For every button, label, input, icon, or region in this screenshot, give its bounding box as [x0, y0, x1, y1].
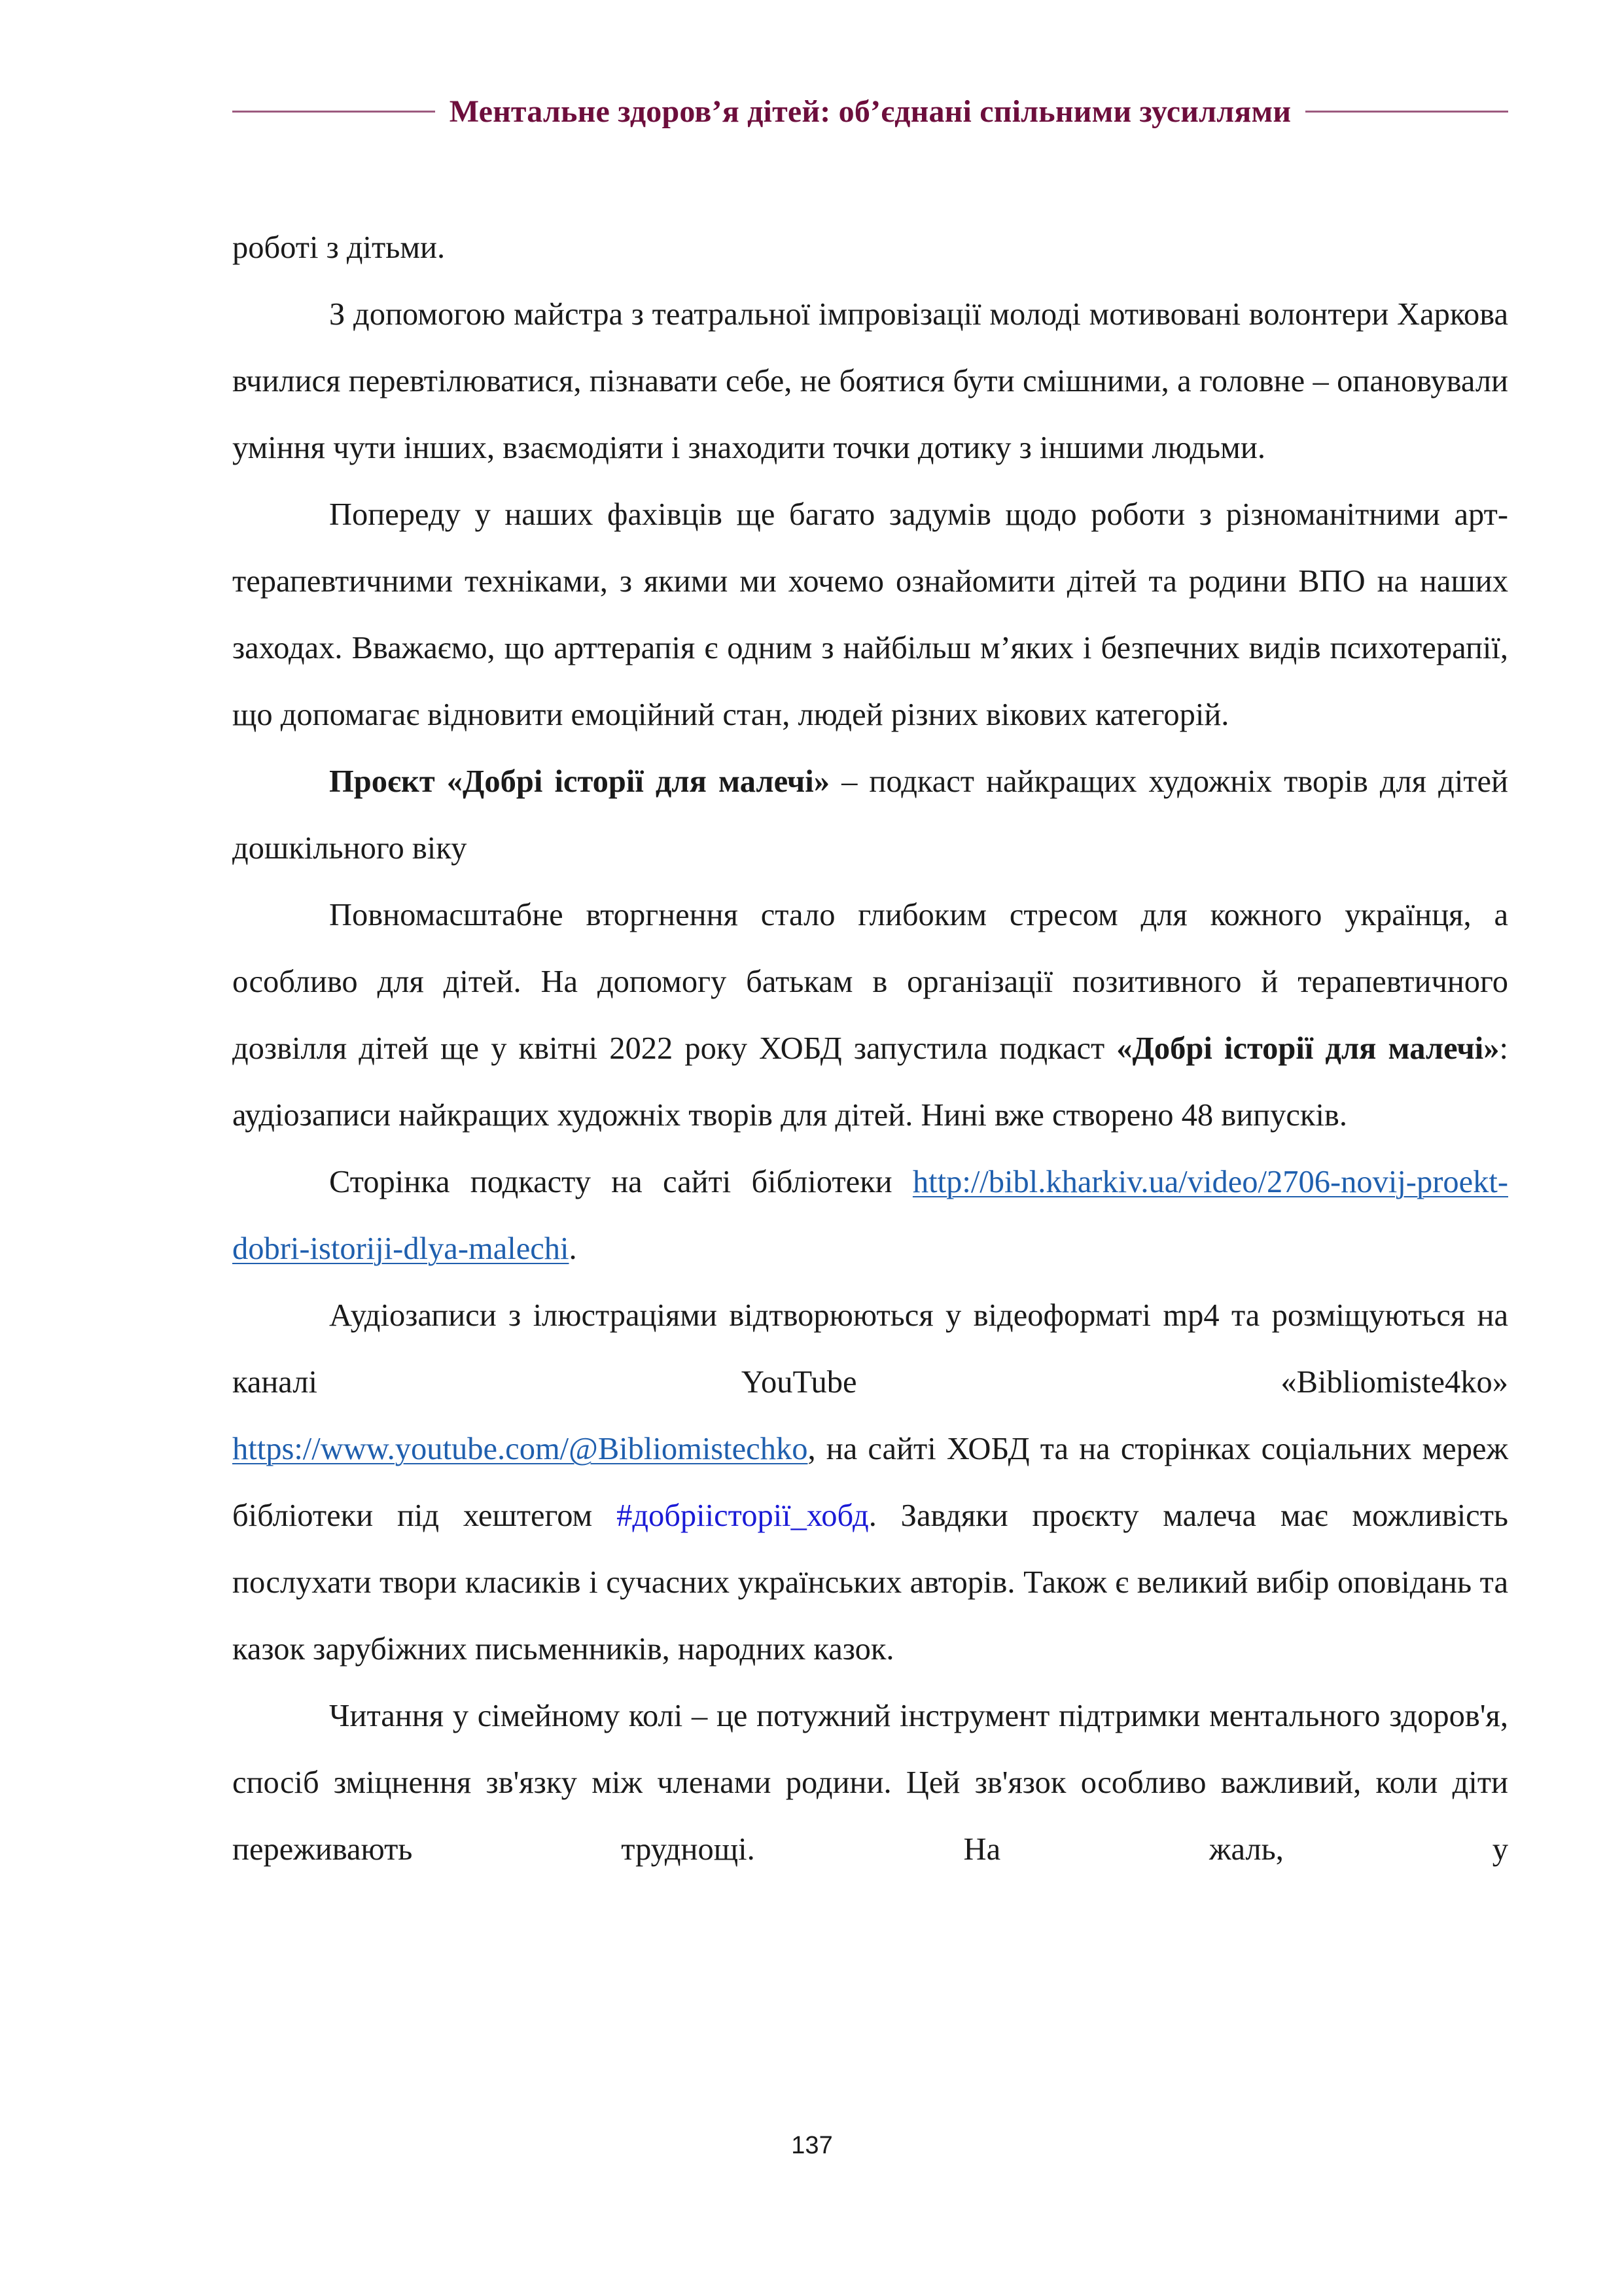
hashtag-text[interactable]: #добріісторії_хобд [616, 1498, 869, 1533]
paragraph-podcast-intro [232, 882, 1508, 1149]
running-header-title: Ментальне здоров’я дітей: об’єднані спільними зусиллями [449, 94, 1292, 129]
paragraph-text: Повномасштабне вторгнення стало глибоким стресом для кожного українця, а особливо для дітей. На допомогу батькам в організації позитивного й терапевтичного дозвілля дітей ще у квітні 2022 року ХОБД запустила подкаст [232, 898, 1508, 1066]
paragraph-podcast-page [232, 1149, 1508, 1282]
paragraph-art-therapy [232, 482, 1508, 749]
header-rule-right [1305, 111, 1508, 113]
paragraph-family-reading [232, 1683, 1508, 1883]
project-name-bold: Проєкт «Добрі історії для малечі» [329, 764, 830, 799]
paragraph-text: Аудіозаписи з ілюстраціями відтворюються у відеоформаті mp4 та розміщуються на каналі YouTube «Bibliomiste4ko» [232, 1298, 1508, 1400]
paragraph-text: Попереду у наших фахівців ще багато задумів щодо роботи з різноманітними арт-терапевтичними техніками, з якими ми хочемо ознайомити дітей та родини ВПО на наших заходах. Вважаємо, що арттерапія є одним з найбільш м’яких і безпечних видів психотерапії, що допомагає відновити емоційний стан, людей різних вікових категорій. [232, 497, 1508, 732]
paragraph-text: , на сайті ХОБД та на сторінках соціальних мереж бібліотеки під хештегом [232, 1432, 1508, 1533]
library-podcast-link[interactable]: http://bibl.kharkiv.ua/video/2706-novij-proekt-dobri-istoriji-dlya-malechi [232, 1165, 1508, 1266]
paragraph-improvisation [232, 281, 1508, 482]
header-rule-left [232, 111, 435, 113]
paragraph-text: . Завдяки проєкту малеча має можливість послухати твори класиків і сучасних українських авторів. Також є великий вибір оповідань та казок зарубіжних письменників, народних казок. [232, 1498, 1509, 1667]
paragraph-text: : аудіозаписи найкращих художніх творів для дітей. Нині вже створено 48 випусків. [232, 1031, 1508, 1133]
podcast-name-bold: «Добрі історії для малечі» [1116, 1031, 1500, 1066]
paragraph-text: З допомогою майстра з театральної імпровізації молоді мотивовані волонтери Харкова вчилися перевтілюватися, пізнавати себе, не боятися бути смішними, а головне – опановували уміння чути інших, взаємодіяти і знаходити точки дотику з іншими людьми. [232, 297, 1508, 465]
running-header [232, 90, 1508, 132]
page-number: 137 [791, 2132, 833, 2159]
paragraph-continued [232, 215, 1508, 281]
paragraph-text: Сторінка подкасту на сайті бібліотеки [329, 1165, 913, 1199]
paragraph-text: роботі з дітьми. [232, 230, 446, 265]
paragraph-project-title [232, 749, 1508, 882]
paragraph-text: . [569, 1231, 577, 1266]
paragraph-text: Читання у сімейному колі – це потужний інструмент підтримки ментального здоров'я, спосіб зміцнення зв'язку між членами родини. Цей зв'язок особливо важливий, коли діти переживають труднощі. На жаль, у [232, 1699, 1508, 1867]
paragraph-text: – подкаст найкращих художніх творів для дітей дошкільного віку [232, 764, 1508, 866]
youtube-channel-link[interactable]: https://www.youtube.com/@Bibliomistechko [232, 1432, 808, 1466]
body-text [232, 215, 1508, 1883]
paragraph-youtube [232, 1282, 1508, 1683]
